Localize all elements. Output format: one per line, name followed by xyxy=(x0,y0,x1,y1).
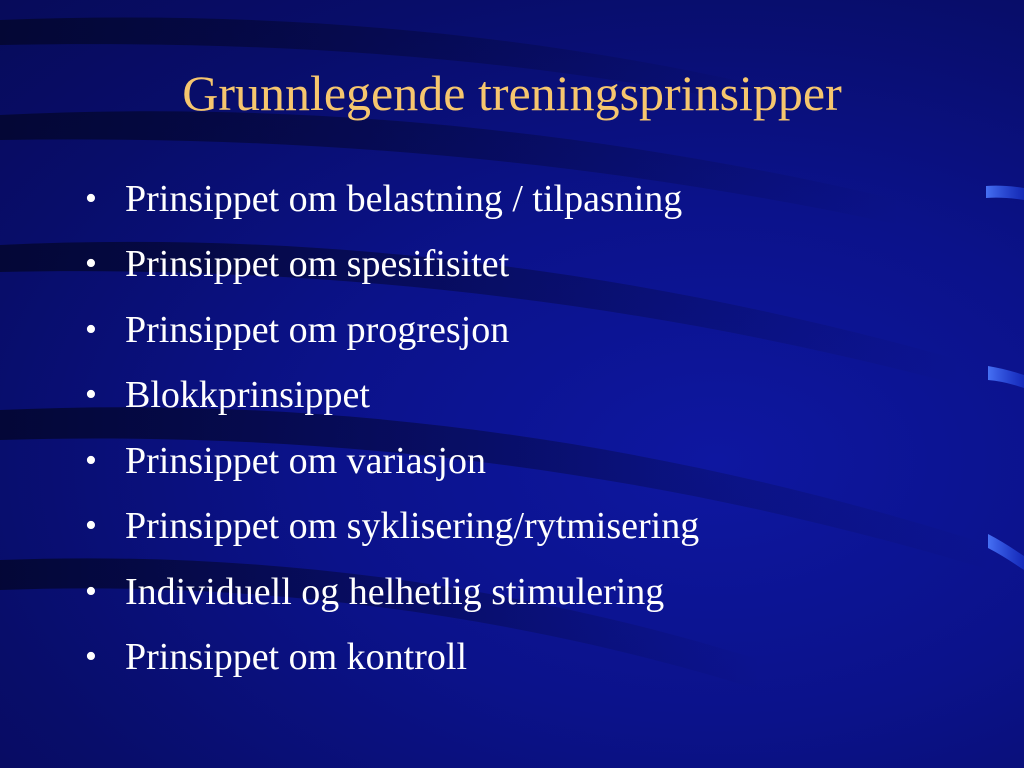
bullet-icon: • xyxy=(85,245,97,283)
bullet-icon: • xyxy=(85,441,97,479)
bullet-item xyxy=(85,559,965,625)
bullet-item xyxy=(85,232,965,298)
blue-swoosh xyxy=(986,186,1024,200)
bullet-item xyxy=(85,166,965,232)
bullet-item xyxy=(85,428,965,494)
bullet-icon: • xyxy=(85,376,97,414)
bullet-icon: • xyxy=(85,572,97,610)
bullet-icon: • xyxy=(85,507,97,545)
bullet-text: Blokkprinsippet xyxy=(125,374,370,417)
bullet-text: Prinsippet om variasjon xyxy=(125,439,486,482)
blue-swoosh xyxy=(988,366,1024,388)
bullet-text: Prinsippet om kontroll xyxy=(125,636,467,679)
bullet-text: Prinsippet om spesifisitet xyxy=(125,243,510,286)
bullet-text: Prinsippet om syklisering/rytmisering xyxy=(125,505,700,548)
bullet-item xyxy=(85,494,965,560)
bullet-item xyxy=(85,625,965,691)
bullet-text: Prinsippet om belastning / tilpasning xyxy=(125,177,683,220)
slide-title: Grunnlegende treningsprinsipper xyxy=(182,65,842,121)
bullet-list xyxy=(85,166,965,690)
bullet-icon: • xyxy=(85,179,97,217)
bullet-item xyxy=(85,363,965,429)
bullet-text: Prinsippet om progresjon xyxy=(125,308,510,351)
bullet-text: Individuell og helhetlig stimulering xyxy=(125,570,665,613)
bullet-icon: • xyxy=(85,638,97,676)
blue-swoosh xyxy=(988,534,1024,570)
bullet-icon: • xyxy=(85,310,97,348)
bullet-item xyxy=(85,297,965,363)
